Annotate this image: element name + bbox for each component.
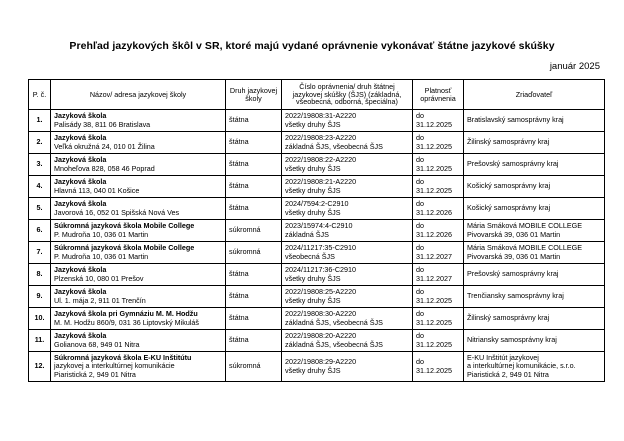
school-type-type: štátna	[229, 115, 249, 125]
school-type	[226, 242, 282, 264]
validity-valid1: do	[416, 177, 424, 187]
header-num: P. č.	[29, 80, 51, 110]
school-name-name1: Jazyková škola	[54, 265, 107, 275]
certificate-cert1: 2023/15974:4-C2910	[285, 221, 353, 231]
founder	[464, 176, 605, 198]
validity	[413, 198, 464, 220]
language-schools-table	[28, 79, 605, 382]
school-type	[226, 286, 282, 308]
certificate-cert2: všetky druhy ŠJS	[285, 365, 341, 375]
certificate-cert1: 2022/19808:29-A2220	[285, 357, 357, 367]
validity-valid1: do	[416, 357, 424, 367]
validity-valid2: 31.12.2025	[416, 295, 452, 305]
school-name-name2: P. Mudroňa 10, 036 01 Martin	[54, 251, 149, 261]
founder-founder1: Nitriansky samosprávny kraj	[467, 335, 557, 345]
founder-founder1: Trenčiansky samosprávny kraj	[467, 291, 564, 301]
school-name-name2: Palisády 38, 811 06 Bratislava	[54, 119, 151, 129]
school-name	[51, 286, 226, 308]
founder-founder1: Prešovský samosprávny kraj	[467, 159, 559, 169]
certificate-cert1: 2022/19808:31-A2220	[285, 111, 357, 121]
founder-founder1: E-KU Inštitút jazykovej	[467, 352, 539, 362]
school-type	[226, 264, 282, 286]
page-title: Prehľad jazykových škôl v SR, ktoré majú vydané oprávnenie vykonávať štátne jazykové skúšky	[69, 40, 555, 52]
school-type	[226, 110, 282, 132]
school-name-name2: Golianova 68, 949 01 Nitra	[54, 339, 140, 349]
certificate	[282, 110, 413, 132]
certificate-cert2: základná ŠJS, všeobecná ŠJS	[285, 317, 383, 327]
validity-valid1: do	[416, 133, 424, 143]
row-number	[29, 198, 51, 220]
founder	[464, 308, 605, 330]
row-number	[29, 352, 51, 382]
row-number-num: 4.	[36, 181, 43, 191]
certificate-cert1: 2022/19808:22-A2220	[285, 155, 357, 165]
school-type-type: štátna	[229, 181, 249, 191]
certificate-cert2: všetky druhy ŠJS	[285, 273, 341, 283]
certificate	[282, 198, 413, 220]
founder	[464, 352, 605, 382]
validity	[413, 330, 464, 352]
validity-valid2: 31.12.2026	[416, 229, 452, 239]
table-row	[29, 220, 605, 242]
row-number	[29, 264, 51, 286]
header-valid: Platnosť oprávnenia	[413, 80, 464, 110]
validity-valid1: do	[416, 111, 424, 121]
school-type-type: štátna	[229, 313, 249, 323]
founder-founder1: Prešovský samosprávny kraj	[467, 269, 559, 279]
founder-founder1: Mária Smáková MOBILE COLLEGE	[467, 221, 583, 231]
school-type-type: štátna	[229, 269, 249, 279]
table-row	[29, 154, 605, 176]
certificate	[282, 220, 413, 242]
school-type-type: súkromná	[229, 225, 261, 235]
school-name-name2: Ul. 1. mája 2, 911 01 Trenčín	[54, 295, 146, 305]
validity-valid1: do	[416, 221, 424, 231]
row-number	[29, 154, 51, 176]
header-cert: Číslo oprávnenia/ druh štátnej jazykovej skúšky (ŠJS) (základná, všeobecná, odborná, špeciálna)	[282, 80, 413, 110]
founder	[464, 132, 605, 154]
certificate-cert1: 2022/19808:25-A2220	[285, 287, 357, 297]
validity-valid2: 31.12.2025	[416, 163, 452, 173]
row-number-num: 2.	[36, 137, 43, 147]
validity	[413, 110, 464, 132]
certificate-cert2: všetky druhy ŠJS	[285, 163, 341, 173]
school-name-name2: Plzenská 10, 080 01 Prešov	[54, 273, 144, 283]
row-number-num: 7.	[36, 247, 43, 257]
validity	[413, 286, 464, 308]
founder-founder1: Mária Smáková MOBILE COLLEGE	[467, 243, 583, 253]
school-type	[226, 198, 282, 220]
certificate-cert1: 2022/19808:21-A2220	[285, 177, 357, 187]
row-number	[29, 220, 51, 242]
school-name-name1: Jazyková škola	[54, 199, 107, 209]
school-type	[226, 176, 282, 198]
school-name	[51, 242, 226, 264]
school-name-name2: Javorová 16, 052 01 Spišská Nová Ves	[54, 207, 180, 217]
table-row	[29, 198, 605, 220]
row-number-num: 11.	[34, 335, 45, 345]
school-type-type: štátna	[229, 335, 249, 345]
row-number	[29, 242, 51, 264]
school-name	[51, 308, 226, 330]
founder	[464, 154, 605, 176]
table-row	[29, 242, 605, 264]
table-header-row	[29, 80, 605, 110]
founder	[464, 220, 605, 242]
certificate-cert2: všetky druhy ŠJS	[285, 295, 341, 305]
school-name	[51, 110, 226, 132]
validity-valid2: 31.12.2027	[416, 251, 452, 261]
school-type-type: súkromná	[229, 361, 261, 371]
certificate	[282, 176, 413, 198]
table-row	[29, 132, 605, 154]
validity-valid2: 31.12.2025	[416, 339, 452, 349]
certificate-cert2: všetky druhy ŠJS	[285, 185, 341, 195]
founder	[464, 286, 605, 308]
row-number-num: 5.	[36, 203, 43, 213]
school-type-type: súkromná	[229, 247, 261, 257]
validity-valid1: do	[416, 309, 424, 319]
school-type	[226, 330, 282, 352]
header-name: Názov/ adresa jazykovej školy	[51, 80, 226, 110]
school-name	[51, 132, 226, 154]
school-type-type: štátna	[229, 159, 249, 169]
validity-valid1: do	[416, 265, 424, 275]
row-number	[29, 286, 51, 308]
school-name-name1: Jazyková škola	[54, 177, 107, 187]
validity	[413, 220, 464, 242]
school-name-name1: Jazyková škola	[54, 155, 107, 165]
row-number	[29, 176, 51, 198]
row-number-num: 3.	[36, 159, 43, 169]
school-type-type: štátna	[229, 203, 249, 213]
document-date: január 2025	[549, 61, 600, 72]
table-row	[29, 308, 605, 330]
validity	[413, 308, 464, 330]
founder	[464, 198, 605, 220]
founder-founder2: Pivovarská 39, 036 01 Martin	[467, 251, 561, 261]
school-name	[51, 352, 226, 382]
certificate-cert1: 2024/11217:35-C2910	[285, 243, 357, 253]
school-name-name2: jazykovej a interkultúrnej komunikácie	[54, 361, 175, 371]
table-row	[29, 352, 605, 382]
school-name	[51, 176, 226, 198]
row-number-num: 1.	[36, 115, 43, 125]
school-name-name2: Mnoheľova 828, 058 46 Poprad	[54, 163, 155, 173]
school-name-name1: Jazyková škola	[54, 287, 107, 297]
school-name-name3: Piaristická 2, 949 01 Nitra	[54, 369, 136, 379]
certificate	[282, 352, 413, 382]
validity-valid2: 31.12.2025	[416, 365, 452, 375]
certificate	[282, 286, 413, 308]
founder-founder1: Košický samosprávny kraj	[467, 181, 551, 191]
school-type	[226, 132, 282, 154]
certificate-cert1: 2022/19808:23-A2220	[285, 133, 357, 143]
school-name-name1: Jazyková škola	[54, 331, 107, 341]
certificate-cert1: 2024/7594:2-C2910	[285, 199, 349, 209]
school-type	[226, 308, 282, 330]
validity	[413, 132, 464, 154]
founder-founder3: Piaristická 2, 949 01 Nitra	[467, 369, 549, 379]
row-number-num: 6.	[36, 225, 43, 235]
school-name-name2: Veľká okružná 24, 010 01 Žilina	[54, 141, 155, 151]
header-founder: Zriaďovateľ	[464, 80, 605, 110]
school-name	[51, 264, 226, 286]
school-name	[51, 154, 226, 176]
school-name-name1: Súkromná jazyková škola E-KU Inštitútu	[54, 352, 192, 362]
validity-valid2: 31.12.2025	[416, 185, 452, 195]
school-name-name1: Jazyková škola pri Gymnáziu M. M. Hodžu	[54, 309, 198, 319]
founder	[464, 110, 605, 132]
header-type: Druh jazykovej školy	[226, 80, 282, 110]
validity	[413, 352, 464, 382]
school-type	[226, 352, 282, 382]
validity-valid1: do	[416, 243, 424, 253]
founder	[464, 330, 605, 352]
table-row	[29, 110, 605, 132]
validity-valid2: 31.12.2025	[416, 141, 452, 151]
table-row	[29, 176, 605, 198]
school-type	[226, 220, 282, 242]
certificate	[282, 264, 413, 286]
validity-valid2: 31.12.2025	[416, 119, 452, 129]
validity	[413, 154, 464, 176]
row-number	[29, 308, 51, 330]
row-number-num: 12.	[34, 361, 45, 371]
school-name-name1: Jazyková škola	[54, 133, 107, 143]
founder-founder1: Košický samosprávny kraj	[467, 203, 551, 213]
validity-valid2: 31.12.2026	[416, 207, 452, 217]
founder-founder1: Žilinský samosprávny kraj	[467, 137, 550, 147]
row-number-num: 10.	[34, 313, 45, 323]
school-name-name1: Súkromná jazyková škola Mobile College	[54, 243, 195, 253]
validity-valid1: do	[416, 199, 424, 209]
founder	[464, 242, 605, 264]
founder-founder1: Žilinský samosprávny kraj	[467, 313, 550, 323]
certificate	[282, 330, 413, 352]
table-row	[29, 330, 605, 352]
school-type-type: štátna	[229, 137, 249, 147]
certificate	[282, 154, 413, 176]
validity	[413, 242, 464, 264]
school-name-name1: Súkromná jazyková škola Mobile College	[54, 221, 195, 231]
certificate-cert2: všeobecná ŠJS	[285, 251, 335, 261]
validity-valid1: do	[416, 287, 424, 297]
certificate-cert2: všetky druhy ŠJS	[285, 207, 341, 217]
school-type	[226, 154, 282, 176]
certificate	[282, 132, 413, 154]
row-number-num: 9.	[36, 291, 43, 301]
validity-valid1: do	[416, 331, 424, 341]
school-name-name2: Hlavná 113, 040 01 Košice	[54, 185, 140, 195]
validity-valid2: 31.12.2025	[416, 317, 452, 327]
school-name-name1: Jazyková škola	[54, 111, 107, 121]
validity	[413, 264, 464, 286]
founder-founder1: Bratislavský samosprávny kraj	[467, 115, 564, 125]
validity	[413, 176, 464, 198]
school-name-name2: M. M. Hodžu 860/9, 031 36 Liptovský Mikuláš	[54, 317, 200, 327]
school-name	[51, 220, 226, 242]
school-type-type: štátna	[229, 291, 249, 301]
founder-founder2: a interkultúrnej komunikácie, s.r.o.	[467, 361, 576, 371]
certificate	[282, 242, 413, 264]
table-row	[29, 264, 605, 286]
row-number	[29, 330, 51, 352]
certificate-cert1: 2022/19808:30-A2220	[285, 309, 357, 319]
school-name-name2: P. Mudroňa 10, 036 01 Martin	[54, 229, 149, 239]
certificate-cert2: základná ŠJS, všeobecná ŠJS	[285, 141, 383, 151]
certificate-cert2: základná ŠJS, všeobecná ŠJS	[285, 339, 383, 349]
row-number-num: 8.	[36, 269, 43, 279]
table-row	[29, 286, 605, 308]
validity-valid2: 31.12.2027	[416, 273, 452, 283]
row-number	[29, 110, 51, 132]
certificate	[282, 308, 413, 330]
school-name	[51, 198, 226, 220]
founder	[464, 264, 605, 286]
row-number	[29, 132, 51, 154]
validity-valid1: do	[416, 155, 424, 165]
certificate-cert1: 2024/11217:36-C2910	[285, 265, 357, 275]
founder-founder2: Pivovarská 39, 036 01 Martin	[467, 229, 561, 239]
school-name	[51, 330, 226, 352]
certificate-cert1: 2022/19808:20-A2220	[285, 331, 357, 341]
certificate-cert2: všetky druhy ŠJS	[285, 119, 341, 129]
certificate-cert2: základná ŠJS	[285, 229, 329, 239]
